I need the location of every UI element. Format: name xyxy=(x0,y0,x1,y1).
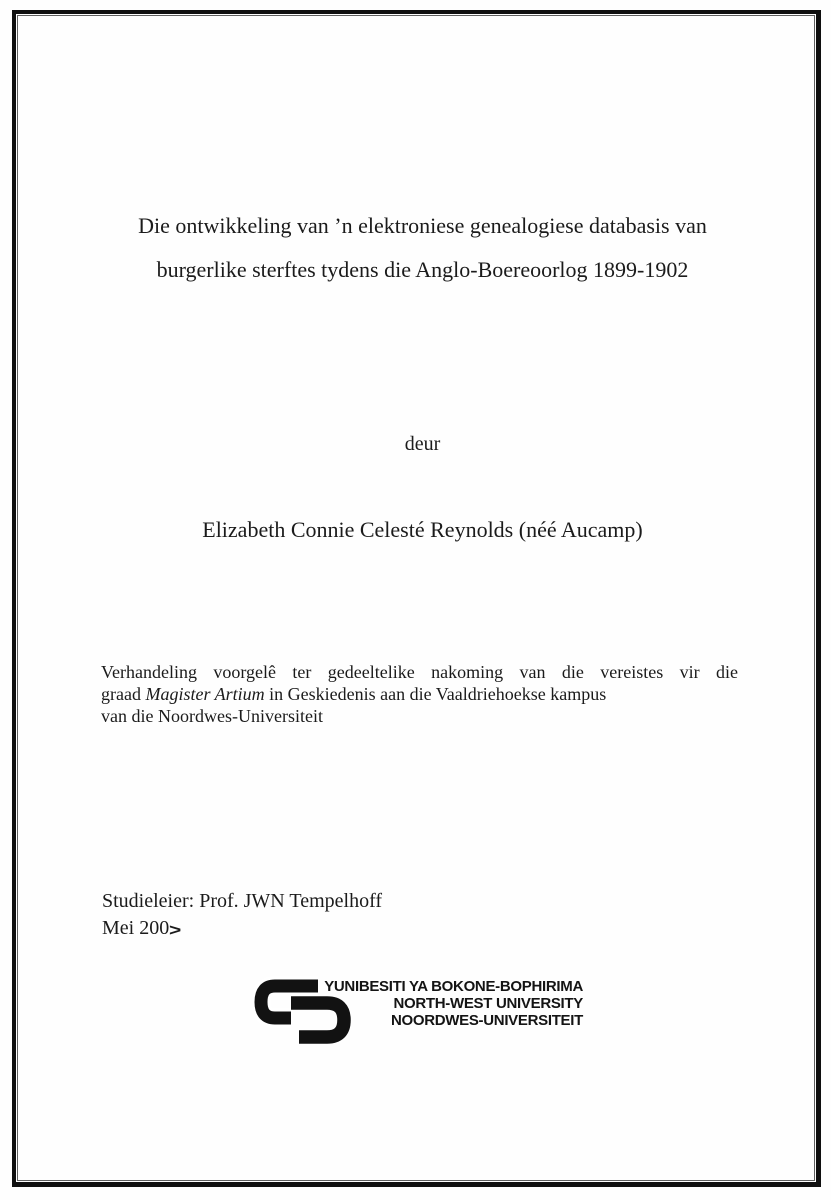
supervisor-line: Studieleier: Prof. JWN Tempelhoff xyxy=(102,890,383,912)
degree-statement-line1: Verhandeling voorgelê ter gedeeltelike nakoming van die vereistes vir die xyxy=(101,662,738,682)
thesis-title-line1: Die ontwikkeling van ’n elektroniese genealogiese databasis van xyxy=(138,213,707,238)
thesis-title xyxy=(14,204,831,292)
date-final-digit-glyph: > xyxy=(169,921,182,940)
degree-statement-line2-prefix: graad xyxy=(101,684,141,704)
degree-statement-line2 xyxy=(101,683,738,705)
university-logo xyxy=(253,974,587,1056)
supervisor-block xyxy=(102,888,382,942)
thesis-title-line2: burgerlike sterftes tydens die Anglo-Boereoorlog 1899-1902 xyxy=(156,257,689,282)
byline-deur: deur xyxy=(404,433,441,455)
date-prefix: Mei 200 xyxy=(102,917,170,939)
logo-line-afrikaans: NOORDWES-UNIVERSITEIT xyxy=(390,1012,583,1029)
degree-name-italic: Magister Artium xyxy=(145,684,265,704)
degree-statement-line2-suffix: in Geskiedenis aan die Vaaldriehoekse kampus xyxy=(269,684,607,704)
logo-line-setswana: YUNIBESITI YA BOKONE-BOPHIRIMA xyxy=(324,978,583,995)
degree-statement-line3: van die Noordwes-Universiteit xyxy=(101,706,323,726)
logo-line-english: NORTH-WEST UNIVERSITY xyxy=(393,995,583,1012)
date-line xyxy=(102,915,382,942)
university-logo-text xyxy=(311,978,583,1029)
author-name: Elizabeth Connie Celesté Reynolds (néé Aucamp) xyxy=(202,517,643,542)
degree-statement xyxy=(101,661,738,727)
